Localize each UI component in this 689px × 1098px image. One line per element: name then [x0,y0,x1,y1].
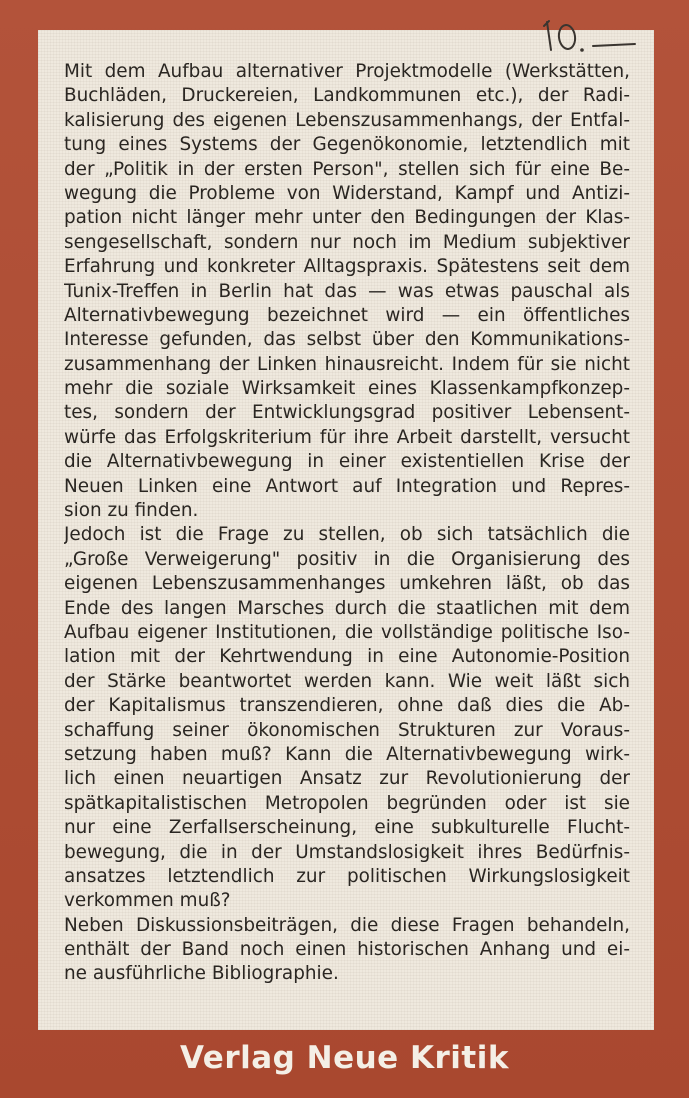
text-line: Tunix-Treffen in Berlin hat das — was etwas pauschal als [64,280,630,302]
text-line: eigenen Lebenszusammenhanges umkehren läßt, ob das [64,573,630,595]
text-line: Neuen Linken eine Antwort auf Integration und Repres- [64,475,630,497]
text-line: „Große Verweigerung" positiv in die Organisierung des [64,548,630,570]
text-line: Ende des langen Marsches durch die staatlichen mit dem [64,597,630,619]
text-line: tes, sondern der Entwicklungsgrad positiver Lebensent- [64,402,630,424]
text-line: Jedoch ist die Frage zu stellen, ob sich tatsächlich die [64,524,630,546]
text-line: Mit dem Aufbau alternativer Projektmodelle (Werkstätten, [64,61,630,82]
text-line: Interesse gefunden, das selbst über den Kommunikations- [64,329,630,351]
text-line: Aufbau eigener Institutionen, die vollständige politische Iso- [64,621,630,643]
text-line: die Alternativbewegung in einer existentiellen Krise der [64,451,630,473]
text-line: Alternativbewegung bezeichnet wird — ein öffentliches [64,304,630,326]
text-line: nur eine Zerfallserscheinung, eine subkulturelle Flucht- [64,817,630,839]
text-line: der Stärke beantwortet werden kann. Wie weit läßt sich [64,670,630,692]
text-line: zusammenhang der Linken hinausreicht. Indem für sie nicht [64,353,630,375]
text-line: tung eines Systems der Gegenökonomie, letztendlich mit [64,134,630,156]
blurb-text [64,60,630,987]
text-line: ne ausführliche Bibliographie. [64,963,339,985]
text-line: pation nicht länger mehr unter den Bedingungen der Klas- [64,207,630,229]
text-line: Neben Diskussionsbeiträgen, die diese Fragen behandeln, [64,914,630,936]
text-line: lation mit der Kehrtwendung in eine Autonomie-Position [64,646,630,668]
text-line: Erfahrung und konkreter Alltagspraxis. Spätestens seit dem [64,256,630,278]
text-line: spätkapitalistischen Metropolen begründen oder ist sie [64,792,630,814]
text-line: sion zu finden. [64,500,199,522]
text-line: Buchläden, Druckereien, Landkommunen etc.), der Radi- [64,85,630,107]
text-line: schaffung seiner ökonomischen Strukturen zur Voraus- [64,719,630,741]
text-line: der Kapitalismus transzendieren, ohne daß dies die Ab- [64,695,630,717]
text-line: kalisierung des eigenen Lebenszusammenhangs, der Entfal- [64,109,630,131]
text-line: verkommen muß? [64,890,231,912]
text-line: der „Politik in der ersten Person", stellen sich für eine Be- [64,158,630,180]
publisher-name: Verlag Neue Kritik [180,1040,509,1076]
text-line: würfe das Erfolgskriterium für ihre Arbeit darstellt, versucht [64,426,630,448]
text-line: mehr die soziale Wirksamkeit eines Klassenkampfkonzep- [64,378,630,400]
text-line: sengesellschaft, sondern nur noch im Medium subjektiver [64,231,630,253]
text-line: setzung haben muß? Kann die Alternativbewegung wirk- [64,743,630,765]
text-panel [38,30,654,1030]
handwritten-price-note [535,8,655,58]
text-line: ansatzes letztendlich zur politischen Wirkungslosigkeit [64,865,630,887]
text-line: lich einen neuartigen Ansatz zur Revolutionierung der [64,768,630,790]
text-line: enthält der Band noch einen historischen Anhang und ei- [64,939,630,961]
text-line: wegung die Probleme von Widerstand, Kampf und Antizi- [64,182,630,204]
text-line: bewegung, die in der Umstandslosigkeit ihres Bedürfnis- [64,841,630,863]
